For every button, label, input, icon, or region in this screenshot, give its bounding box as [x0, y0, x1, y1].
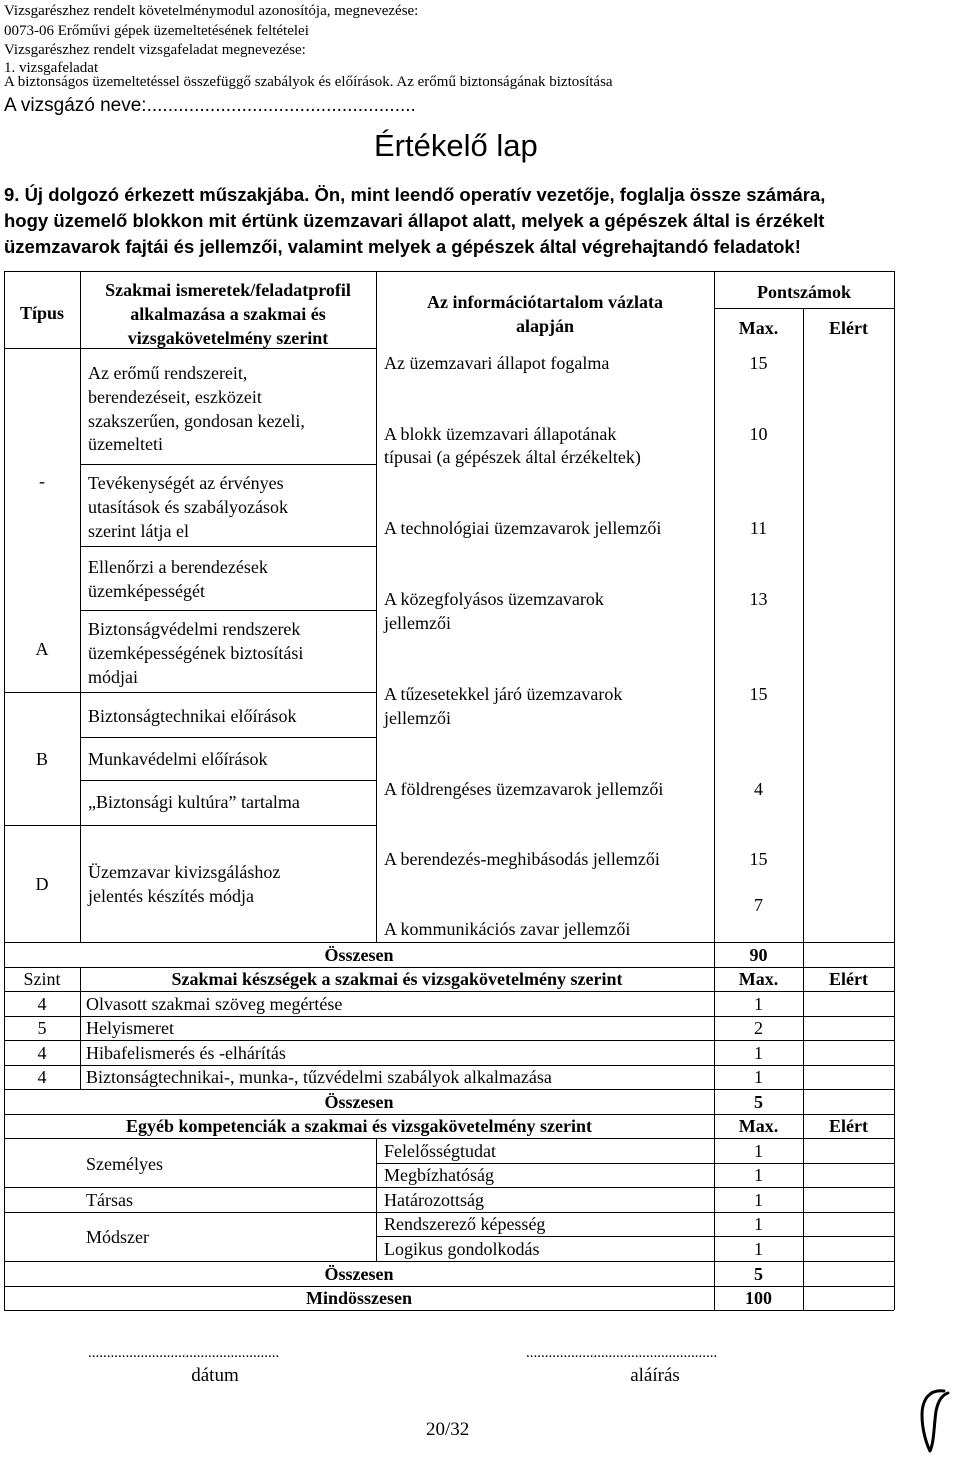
achieved-header: Elért — [829, 318, 868, 338]
task-title: A biztonságos üzemeltetéssel összefüggő szabályok és előírások. Az erőmű biztonságának biztosítása — [4, 74, 613, 90]
profile-1-line-4: üzemelteti — [88, 434, 163, 454]
info-2-line-2: típusai (a gépészek által érzékeltek) — [384, 447, 641, 467]
competency-max: 1 — [754, 1239, 763, 1259]
info-5-line-2: jellemzői — [384, 708, 451, 728]
competency-max: 1 — [754, 1165, 763, 1185]
table3-total: 5 — [754, 1264, 763, 1284]
competency-name: Megbízhatóság — [384, 1165, 494, 1185]
skills-max-header: Max. — [738, 969, 779, 989]
competencies-achieved-header: Elért — [829, 1116, 868, 1136]
max-2: 10 — [749, 424, 768, 444]
grand-total: 100 — [745, 1288, 772, 1308]
profile-header-1: Szakmai ismeretek/feladatprofil — [105, 280, 351, 300]
competency-name: Rendszerező képesség — [384, 1214, 546, 1234]
signature-label: aláírás — [630, 1365, 680, 1386]
skill-max: 1 — [754, 1043, 763, 1063]
skill-level: 4 — [37, 1043, 47, 1063]
profile-7: „Biztonsági kultúra” tartalma — [88, 792, 300, 812]
competency-max: 1 — [754, 1141, 763, 1161]
profile-2-line-3: szerint látja el — [88, 521, 189, 541]
module-label: Vizsgarészhez rendelt követelménymodul azonosítója, megnevezése: — [4, 3, 419, 19]
competency-name: Határozottság — [384, 1190, 484, 1210]
points-header: Pontszámok — [757, 282, 851, 302]
task-line-1: 9. Új dolgozó érkezett műszakjába. Ön, mint leendő operatív vezetője, foglalja össze számára, — [4, 184, 826, 205]
info-header-1: Az információtartalom vázlata — [427, 292, 663, 312]
competency-max: 1 — [754, 1190, 763, 1210]
skill-name: Olvasott szakmai szöveg megértése — [86, 994, 343, 1014]
task-number: 1. vizsgafeladat — [4, 60, 99, 76]
type-d: D — [35, 874, 49, 894]
group-personal: Személyes — [86, 1154, 163, 1174]
table1-total: 90 — [749, 945, 768, 965]
profile-header-3: vizsgakövetelmény szerint — [127, 328, 329, 348]
max-6: 4 — [754, 779, 763, 799]
skill-max: 1 — [754, 1067, 763, 1087]
profile-1-line-2: berendezéseit, eszközeit — [88, 387, 262, 407]
type-b: B — [35, 749, 48, 769]
profile-8-line-1: Üzemzavar kivizsgáláshoz — [88, 862, 281, 882]
info-3: A technológiai üzemzavarok jellemzői — [384, 518, 662, 538]
skill-level: 5 — [37, 1018, 47, 1038]
profile-1-line-3: szakszerűen, gondosan kezeli, — [88, 411, 305, 431]
signature-dots: ................................................... — [526, 1345, 718, 1361]
level-header: Szint — [23, 969, 61, 989]
info-6: A földrengéses üzemzavarok jellemzői — [384, 779, 664, 799]
candidate-name-line: A vizsgázó neve:................................................... — [4, 95, 416, 116]
skill-name: Biztonságtechnikai-, munka-, tűzvédelmi szabályok alkalmazása — [86, 1067, 552, 1087]
type-header: Típus — [19, 303, 65, 323]
profile-2-line-2: utasítások és szabályozások — [88, 497, 288, 517]
page-number: 20/32 — [426, 1419, 470, 1440]
date-dots: ................................................... — [88, 1345, 280, 1361]
profile-4-line-1: Biztonságvédelmi rendszerek — [88, 619, 301, 639]
info-header-2: alapján — [515, 316, 575, 336]
module-name: 0073-06 Erőművi gépek üzemeltetésének feltételei — [4, 23, 309, 39]
skill-name: Hibafelismerés és -elhárítás — [86, 1043, 286, 1063]
date-label: dátum — [191, 1365, 239, 1386]
info-8: A kommunikációs zavar jellemzői — [384, 919, 631, 939]
skill-level: 4 — [37, 1067, 47, 1087]
signature-mark — [900, 1385, 958, 1457]
page-title: Értékelő lap — [374, 128, 538, 163]
skills-header: Szakmai készségek a szakmai és vizsgakövetelmény szerint — [171, 969, 623, 989]
max-header: Max. — [738, 318, 779, 338]
skill-max: 2 — [754, 1018, 763, 1038]
type-a: A — [35, 639, 49, 659]
max-7: 15 — [749, 849, 768, 869]
profile-4-line-2: üzemképességének biztosítási — [88, 643, 304, 663]
info-2-line-1: A blokk üzemzavari állapotának — [384, 424, 617, 444]
profile-2-line-1: Tevékenységét az érvényes — [88, 473, 284, 493]
profile-header-2: alkalmazása a szakmai és — [130, 304, 326, 324]
info-7: A berendezés-meghibásodás jellemzői — [384, 849, 660, 869]
type-dash: - — [39, 471, 45, 491]
profile-3-line-2: üzemképességét — [88, 581, 205, 601]
max-5: 15 — [749, 684, 768, 704]
info-4-line-2: jellemzői — [384, 613, 451, 633]
info-5-line-1: A tűzesetekkel járó üzemzavarok — [384, 684, 623, 704]
competency-name: Felelősségtudat — [384, 1141, 496, 1161]
profile-3-line-1: Ellenőrzi a berendezések — [88, 557, 268, 577]
competency-name: Logikus gondolkodás — [384, 1239, 540, 1259]
max-3: 11 — [749, 518, 768, 538]
skill-level: 4 — [37, 994, 47, 1014]
table2-total-label: Összesen — [324, 1092, 394, 1112]
profile-6: Munkavédelmi előírások — [88, 749, 268, 769]
max-1: 15 — [749, 353, 768, 373]
group-method: Módszer — [86, 1227, 149, 1247]
profile-1-line-1: Az erőmű rendszereit, — [88, 363, 248, 383]
task-label: Vizsgarészhez rendelt vizsgafeladat megnevezése: — [4, 42, 306, 58]
table2-total: 5 — [754, 1092, 763, 1112]
table1-total-label: Összesen — [324, 945, 394, 965]
max-8: 7 — [754, 895, 763, 915]
skill-name: Helyismeret — [86, 1018, 174, 1038]
group-social: Társas — [86, 1190, 133, 1210]
table3-total-label: Összesen — [324, 1264, 394, 1284]
competencies-header: Egyéb kompetenciák a szakmai és vizsgakövetelmény szerint — [126, 1116, 592, 1136]
skills-achieved-header: Elért — [829, 969, 868, 989]
grand-total-label: Mindösszesen — [305, 1288, 412, 1308]
skill-max: 1 — [754, 994, 763, 1014]
task-line-3: üzemzavarok fajtái és jellemzői, valamint melyek a gépészek által végrehajtandó feladatok! — [4, 236, 801, 257]
profile-8-line-2: jelentés készítés módja — [88, 886, 254, 906]
profile-5: Biztonságtechnikai előírások — [88, 706, 297, 726]
max-4: 13 — [749, 589, 768, 609]
info-1: Az üzemzavari állapot fogalma — [384, 353, 610, 373]
competency-max: 1 — [754, 1214, 763, 1234]
profile-4-line-3: módjai — [88, 667, 138, 687]
competencies-max-header: Max. — [738, 1116, 779, 1136]
info-4-line-1: A közegfolyásos üzemzavarok — [384, 589, 604, 609]
task-line-2: hogy üzemelő blokkon mit értünk üzemzavari állapot alatt, melyek a gépészek által is érzékelt — [4, 210, 825, 231]
